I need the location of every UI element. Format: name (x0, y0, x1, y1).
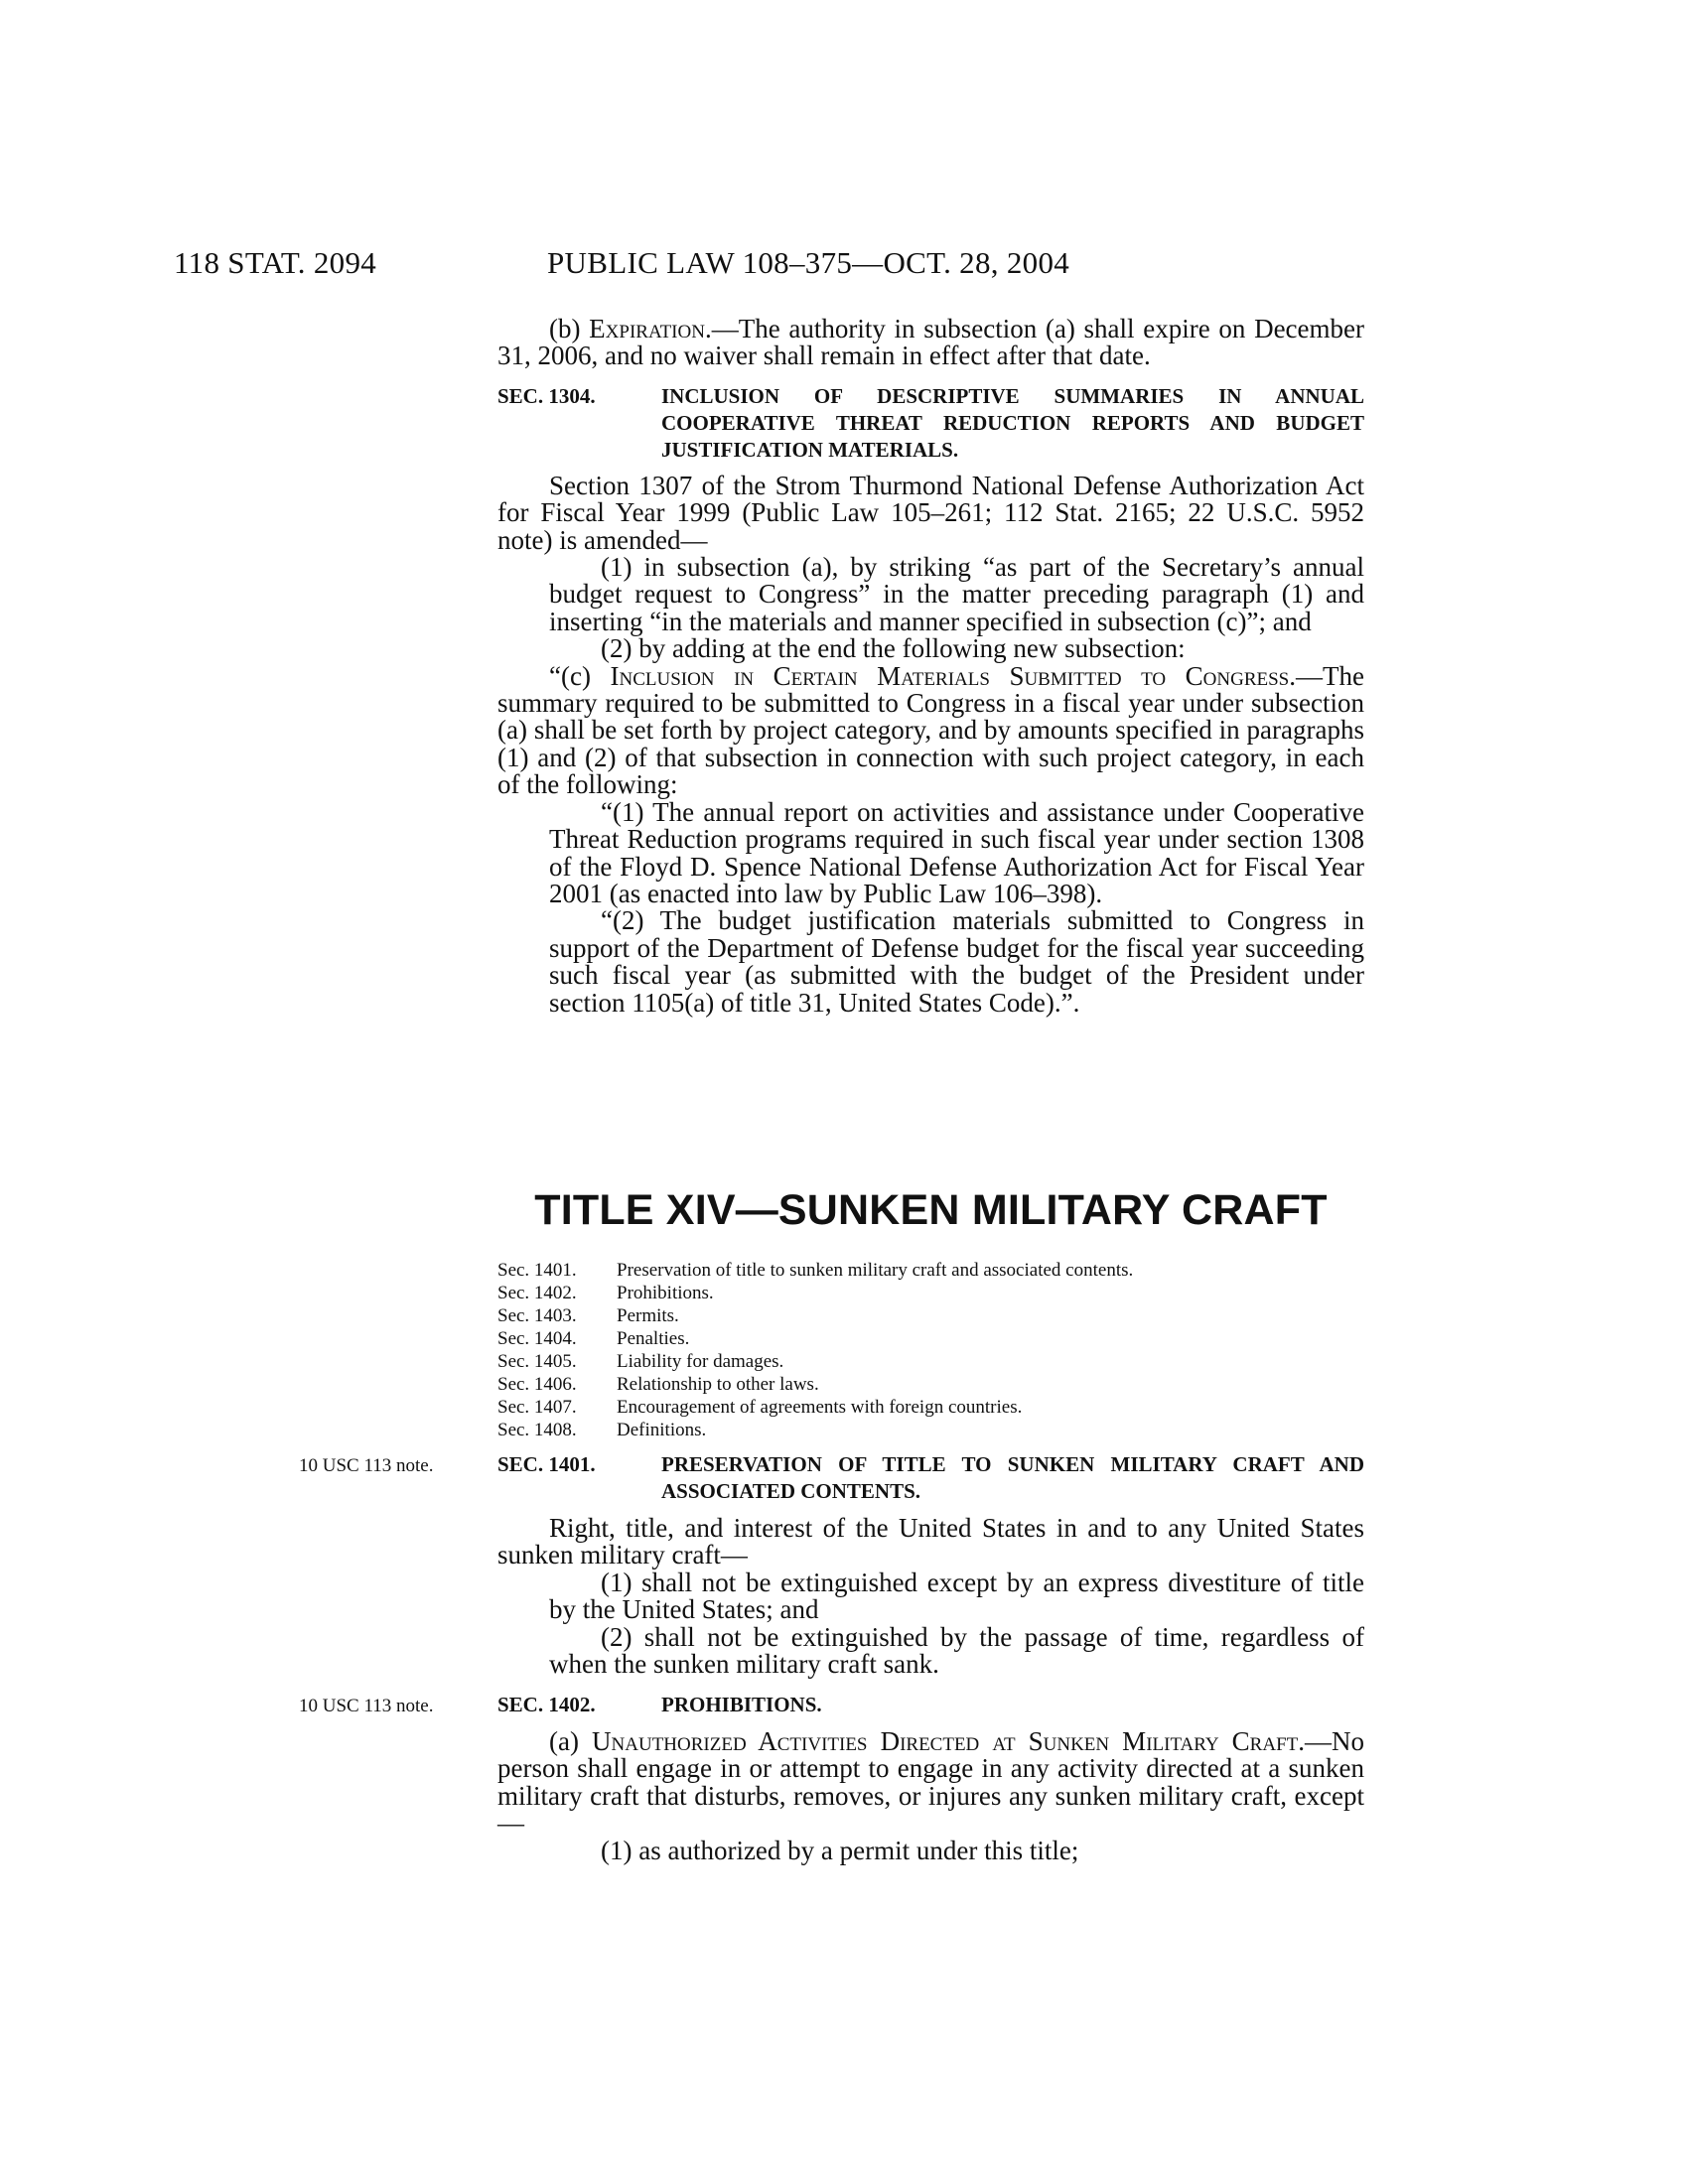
toc-entry-number: Sec. 1402. (497, 1283, 577, 1303)
expiration-paragraph: (b) Expiration.—The authority in subsection (a) shall expire on December 31, 2006, and no waiver shall remain in effect after that date. (497, 314, 1364, 371)
toc-entry (497, 1327, 1364, 1350)
toc-entry-title: Permits. (617, 1305, 679, 1326)
section-1304-heading: SEC. 1304. INCLUSION OF DESCRIPTIVE SUMMARIES IN ANNUAL COOPERATIVE THREAT REDUCTION REPORTS AND BUDGET JUSTIFICATION MATERIALS. (497, 383, 1364, 462)
toc-entry-number: Sec. 1403. (497, 1305, 577, 1326)
toc-entry-title: Preservation of title to sunken military craft and associated contents. (617, 1260, 1134, 1281)
subsection-c-item-1: “(1) The annual report on activities and assistance under Cooperative Threat Reduction programs required in such fiscal year under section 1308 of the Floyd D. Spence National Defense Authorization Act for Fiscal Year 2001 (as enacted into law by Public Law 106–398). (549, 796, 1364, 908)
toc-entry (497, 1350, 1364, 1373)
toc-entry-number: Sec. 1405. (497, 1351, 577, 1372)
subsection-c: “(c) Inclusion in Certain Materials Submitted to Congress.—The summary required to be submitted to Congress in a fiscal year under subsection (a) shall be set forth by project category, and by amounts specified in paragraphs (1) and (2) of that subsection in connection with such project category, in each of the following: (497, 660, 1364, 800)
toc-entry-title: Encouragement of agreements with foreign countries. (617, 1397, 1023, 1418)
amendment-item-1: (1) in subsection (a), by striking “as part of the Secretary’s annual budget request to Congress” in the matter preceding paragraph (1) and inserting “in the materials and manner specified in subsection (c)”; and (549, 552, 1364, 636)
toc-entry-title: Prohibitions. (617, 1283, 714, 1303)
subsection-a-item-1: (1) as authorized by a permit under this title; (601, 1835, 1079, 1865)
section-1402 (497, 1692, 1364, 1864)
section-1304-intro: Section 1307 of the Strom Thurmond National Defense Authorization Act for Fiscal Year 1999 (Public Law 105–261; 112 Stat. 2165; 22 U.S.C. 5952 note) is amended— (497, 470, 1364, 555)
subsection-c-item-2: “(2) The budget justification materials submitted to Congress in support of the Department of Defense budget for the fiscal year succeeding such fiscal year (as submitted with the budget of the President under section 1105(a) of title 31, United States Code).”. (549, 905, 1364, 1018)
toc-entry (497, 1259, 1364, 1282)
toc-entry (497, 1419, 1364, 1441)
toc-entry-number: Sec. 1404. (497, 1328, 577, 1349)
toc-entry-title: Penalties. (617, 1328, 690, 1349)
margin-note-1402: 10 USC 113 note. (299, 1696, 434, 1716)
toc-entry-number: Sec. 1401. (497, 1260, 577, 1281)
toc-entry-title: Relationship to other laws. (617, 1374, 819, 1395)
stat-reference: 118 STAT. 2094 (174, 245, 377, 280)
section-1401 (497, 1451, 1364, 1678)
section-1402-heading: SEC. 1402. PROHIBITIONS. (497, 1693, 822, 1716)
toc-entry (497, 1304, 1364, 1327)
toc-entry (497, 1282, 1364, 1304)
toc-entry-number: Sec. 1407. (497, 1397, 577, 1418)
section-1401-heading: SEC. 1401. PRESERVATION OF TITLE TO SUNKEN MILITARY CRAFT AND ASSOCIATED CONTENTS. (497, 1452, 1364, 1503)
section-1401-item-2: (2) shall not be extinguished by the passage of time, regardless of when the sunken military craft sank. (549, 1621, 1364, 1680)
subsection-a-label: Unauthorized Activities Directed at Sunken Military Craft (592, 1726, 1299, 1756)
subsection-c-label: Inclusion in Certain Materials Submitted to Congress (610, 660, 1290, 691)
public-law-header: PUBLIC LAW 108–375—OCT. 28, 2004 (547, 245, 1070, 280)
subsection-a: (a) Unauthorized Activities Directed at Sunken Military Craft.—No person shall engage in or attempt to engage in any activity directed at a sunken military craft that disturbs, removes, or injures any sunken military craft, except— (497, 1726, 1364, 1839)
amendment-item-2: (2) by adding at the end the following new subsection: (601, 633, 1186, 664)
title-heading: TITLE XIV—SUNKEN MILITARY CRAFT (534, 1186, 1328, 1234)
section-1401-item-1: (1) shall not be extinguished except by an express divestiture of title by the United States; and (549, 1567, 1364, 1625)
toc-entry-number: Sec. 1408. (497, 1420, 577, 1440)
section-1401-intro: Right, title, and interest of the United States in and to any United States sunken military craft— (497, 1513, 1364, 1570)
toc-entry (497, 1396, 1364, 1419)
sec-1303-continuation (497, 316, 1364, 1017)
margin-note-1401: 10 USC 113 note. (299, 1455, 434, 1476)
toc-entry (497, 1373, 1364, 1396)
table-of-contents (497, 1259, 1364, 1441)
toc-entry-number: Sec. 1406. (497, 1374, 577, 1395)
toc-entry-title: Definitions. (617, 1420, 707, 1440)
toc-entry-title: Liability for damages. (617, 1351, 784, 1372)
expiration-label: Expiration (589, 314, 705, 343)
